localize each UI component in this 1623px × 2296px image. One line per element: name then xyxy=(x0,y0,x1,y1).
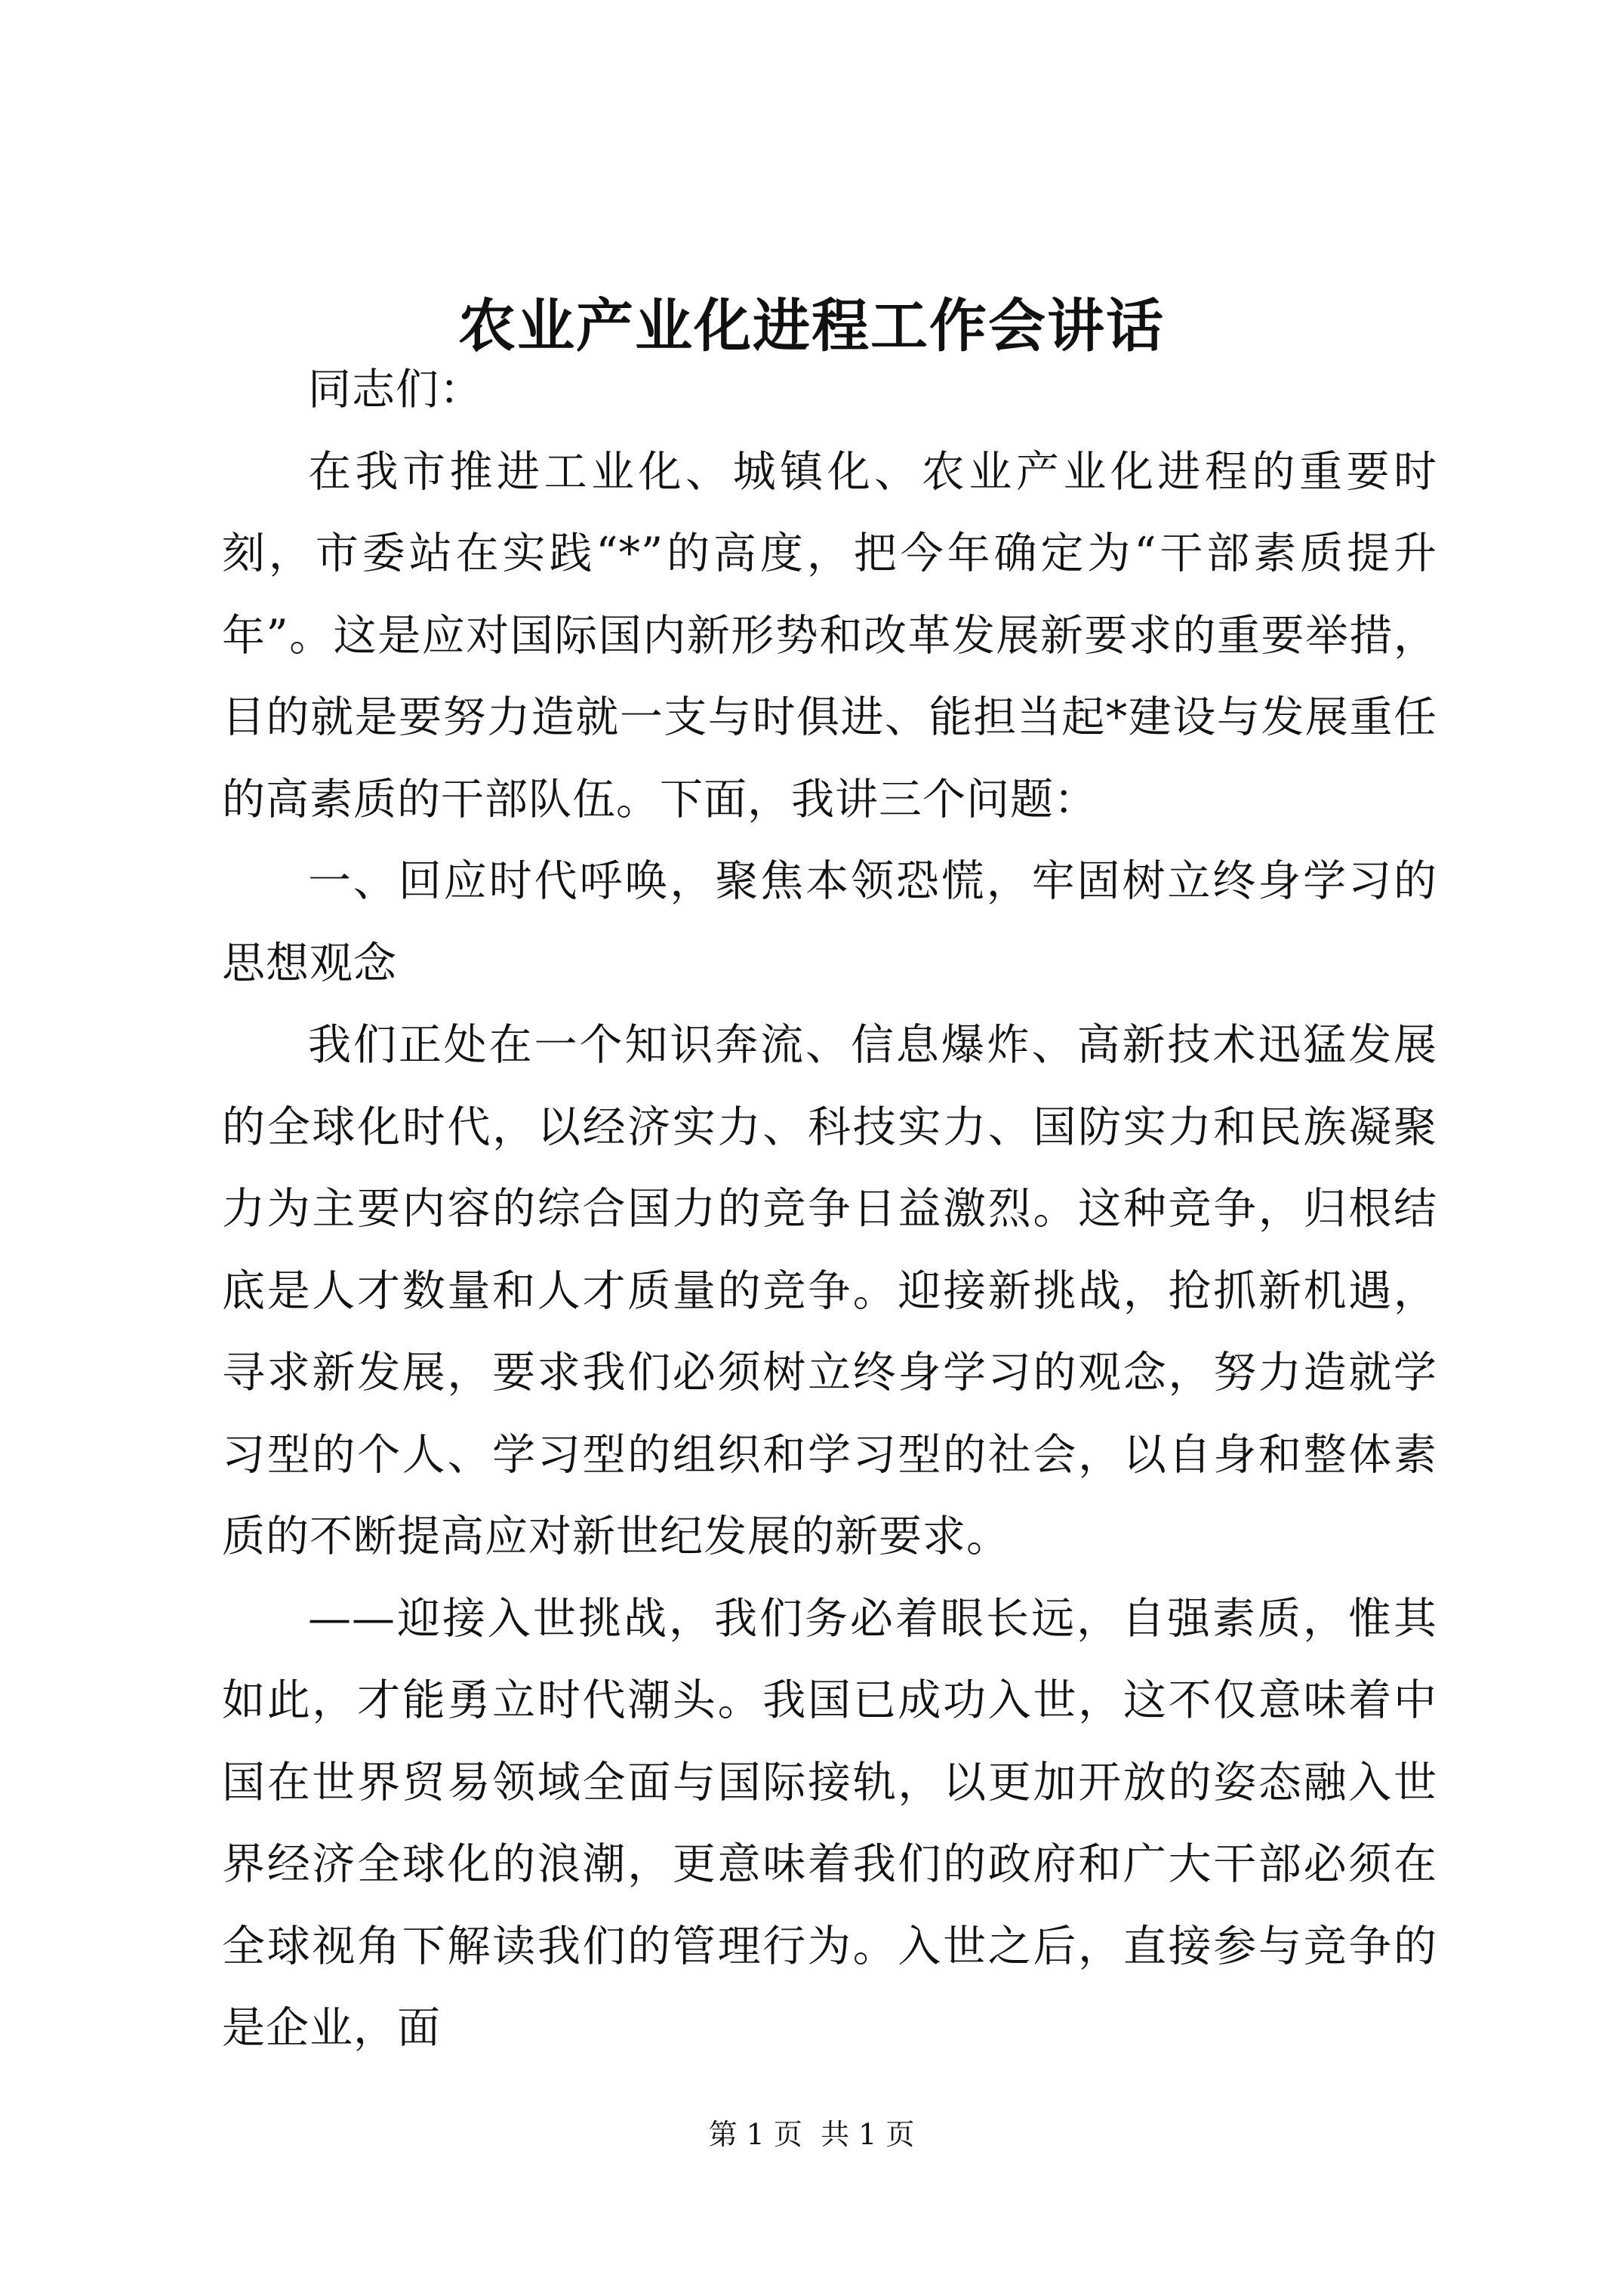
document-title: 农业产业化进程工作会讲话 xyxy=(458,292,1165,359)
page-number-label: 第 1 页 共 1 页 xyxy=(708,2118,915,2151)
intro-paragraph: 在我市推进工业化、城镇化、农业产业化进程的重要时刻，市委站在实践“*”的高度，把今年确定为“干部素质提升年”。这是应对国际国内新形势和改革发展新要求的重要举措，目的就是要努力造就一支与时俱进、能担当起*建设与发展重任的高素质的干部队伍。下面，我讲三个问题： xyxy=(222,446,1437,824)
section-heading-1: 一、回应时代呼唤，聚焦本领恐慌，牢固树立终身学习的思想观念 xyxy=(222,856,1437,988)
salutation: 同志们： xyxy=(308,365,483,415)
body-paragraph: 我们正处在一个知识奔流、信息爆炸、高新技术迅猛发展的全球化时代，以经济实力、科技实力、国防实力和民族凝聚力为主要内容的综合国力的竞争日益激烈。这种竞争，归根结底是人才数量和人才质量的竞争。迎接新挑战，抢抓新机遇，寻求新发展，要求我们必须树立终身学习的观念，努力造就学习型的个人、学习型的组织和学习型的社会，以自身和整体素质的不断提高应对新世纪发展的新要求。 xyxy=(222,1020,1437,1561)
document-body xyxy=(222,349,1437,2069)
body-paragraph: ——迎接入世挑战，我们务必着眼长远，自强素质，惟其如此，才能勇立时代潮头。我国已成功入世，这不仅意味着中国在世界贸易领域全面与国际接轨，以更加开放的姿态融入世界经济全球化的浪潮，更意味着我们的政府和广大干部必须在全球视角下解读我们的管理行为。入世之后，直接参与竞争的是企业，面 xyxy=(222,1593,1437,2053)
page-footer xyxy=(0,2116,1623,2153)
